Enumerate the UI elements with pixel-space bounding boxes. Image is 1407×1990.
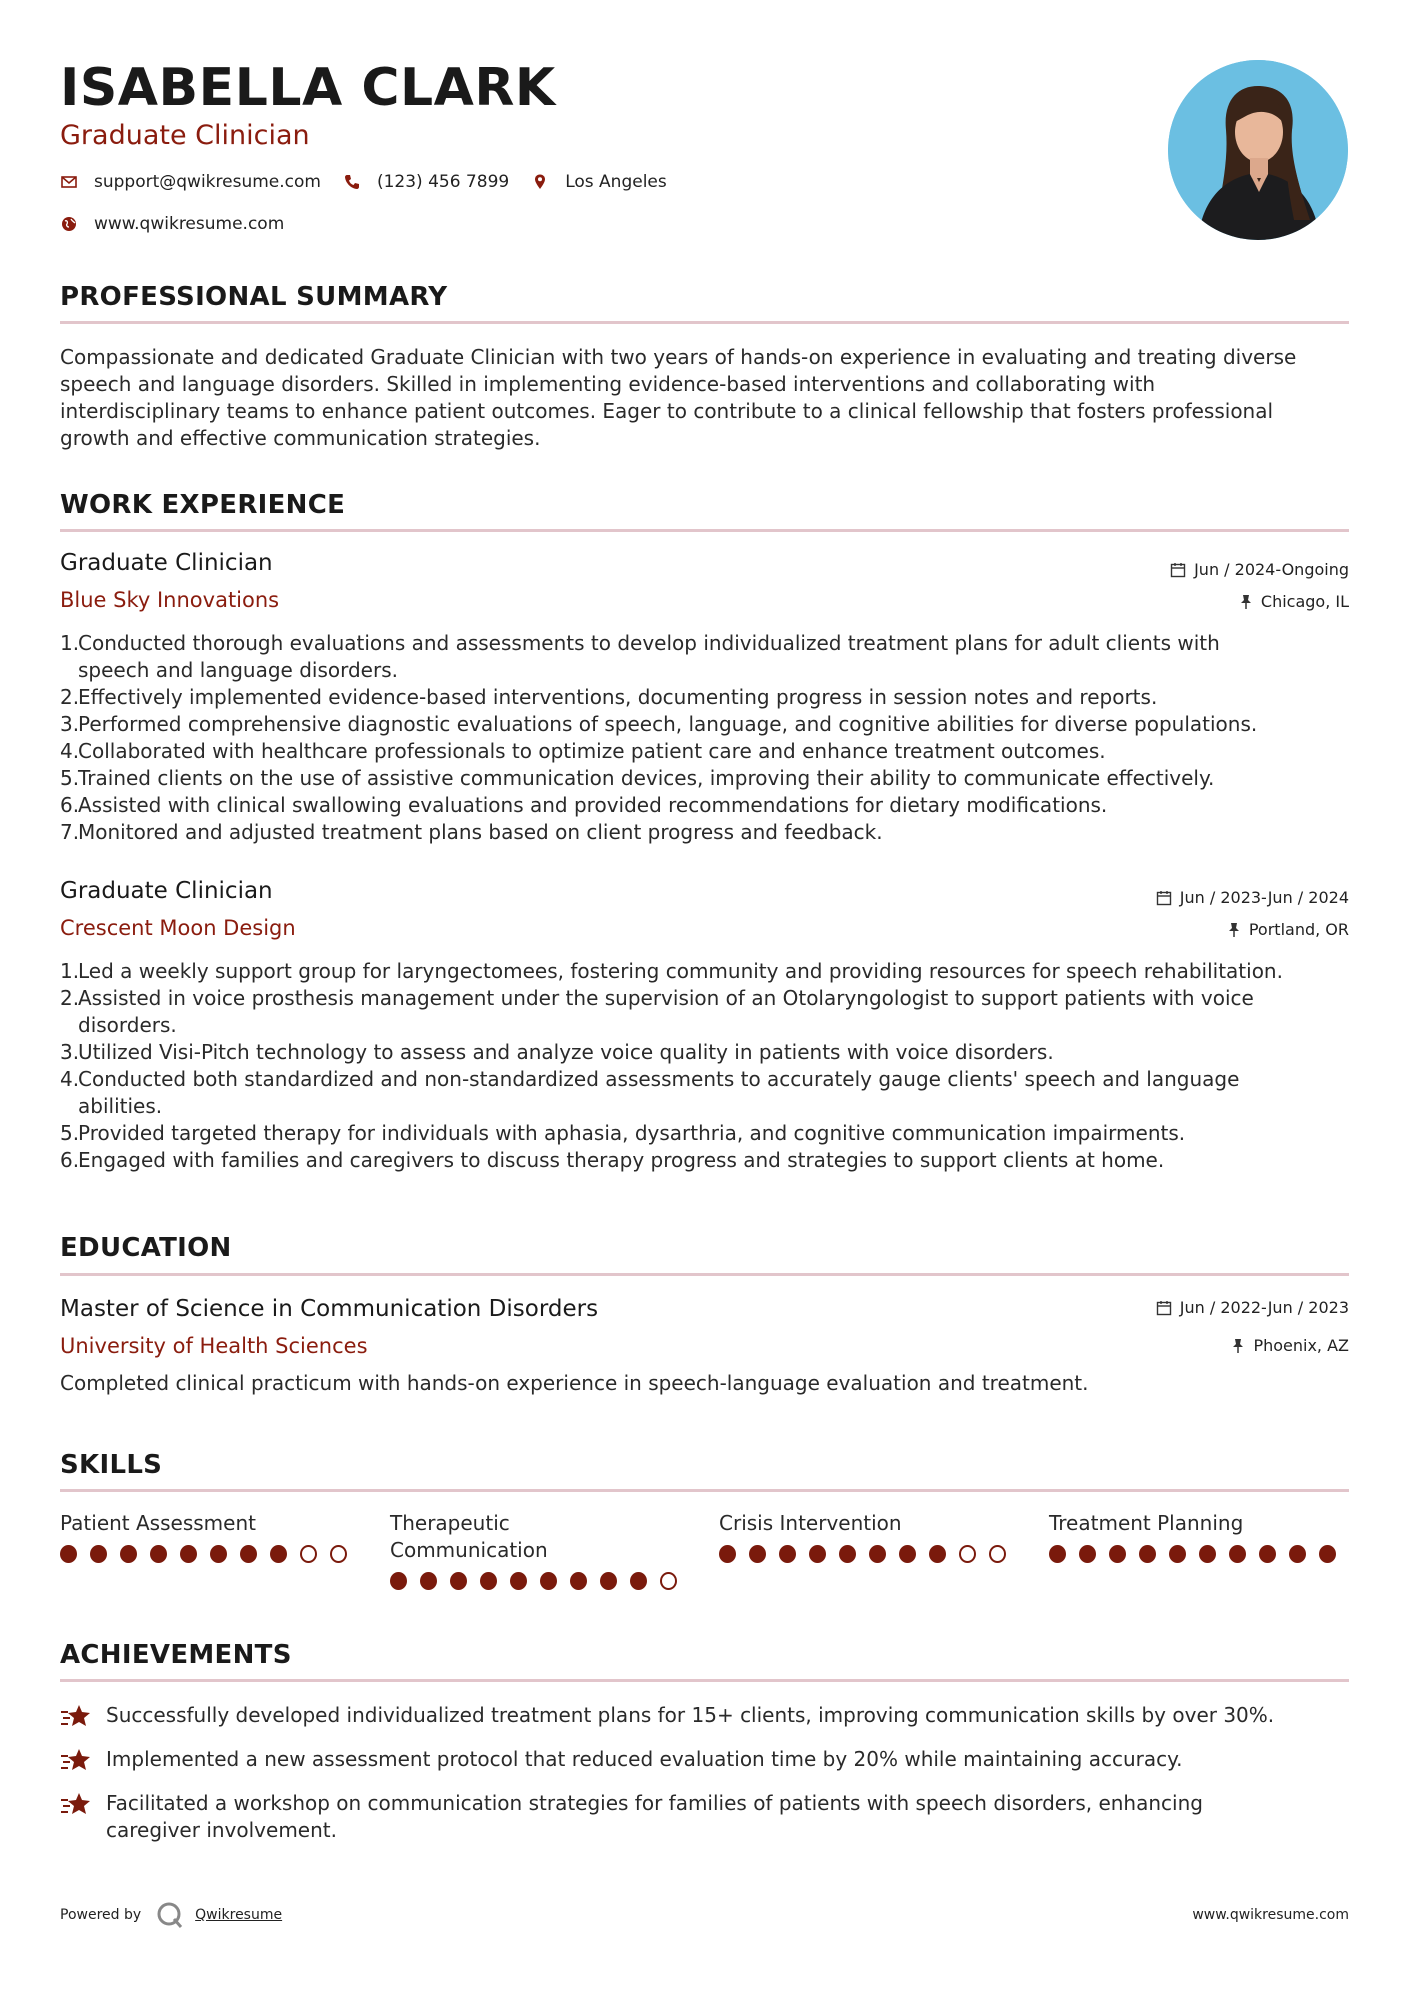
- skills-heading: SKILLS: [60, 1450, 163, 1480]
- contact-website[interactable]: [60, 214, 284, 234]
- education-divider: [60, 1273, 1349, 1276]
- contact-row-secondary: [60, 214, 306, 234]
- contact-location: [531, 172, 667, 192]
- contact-phone-text: (123) 456 7899: [376, 172, 510, 192]
- rating-dot-empty: [959, 1545, 976, 1563]
- globe-icon: [60, 215, 78, 233]
- pushpin-icon: [1227, 922, 1241, 938]
- rating-dot-filled: [510, 1572, 527, 1590]
- rating-dot-filled: [779, 1545, 796, 1563]
- rating-dot-filled: [929, 1545, 946, 1563]
- rating-dot-filled: [839, 1545, 856, 1563]
- skill-rating: [719, 1545, 1019, 1563]
- list-item: 5. Provided targeted therapy for individuals with aphasia, dysarthria, and cognitive communication impairments.: [60, 1121, 1186, 1145]
- rating-dot-filled: [90, 1545, 107, 1563]
- rating-dot-filled: [869, 1545, 886, 1563]
- rating-dot-filled: [1319, 1545, 1336, 1563]
- rating-dot-filled: [809, 1545, 826, 1563]
- rating-dot-filled: [1079, 1545, 1096, 1563]
- rating-dot-filled: [1199, 1545, 1216, 1563]
- star-award-icon: [60, 1702, 94, 1730]
- list-item: 4. Conducted both standardized and non-standardized assessments to accurately gauge clients' speech and language abilities.: [60, 1067, 1240, 1118]
- contact-location-text: Los Angeles: [565, 172, 667, 192]
- summary-line: speech and language disorders. Skilled in implementing evidence-based interventions and collaborating with: [60, 372, 1156, 396]
- skill-name: Patient Assessment: [60, 1511, 256, 1535]
- achievements-divider: [60, 1679, 1349, 1682]
- calendar-icon: [1156, 1300, 1172, 1316]
- rating-dot-filled: [450, 1572, 467, 1590]
- list-item: 5. Trained clients on the use of assistive communication devices, improving their ability to communicate effectively.: [60, 766, 1215, 790]
- brand-link[interactable]: Qwikresume: [195, 1907, 283, 1923]
- rating-dot-filled: [240, 1545, 257, 1563]
- rating-dot-filled: [1049, 1545, 1066, 1563]
- summary-heading: PROFESSIONAL SUMMARY: [60, 282, 448, 312]
- list-item: 6. Assisted with clinical swallowing evaluations and provided recommendations for dietary modifications.: [60, 793, 1108, 817]
- education-dates-text: Jun / 2022-Jun / 2023: [1179, 1298, 1349, 1317]
- job-1-location: [1239, 592, 1349, 611]
- achievement-item: [60, 1702, 1350, 1730]
- rating-dot-filled: [150, 1545, 167, 1563]
- education-description: Completed clinical practicum with hands-on experience in speech-language evaluation and treatment.: [60, 1371, 1089, 1395]
- skill-item: [390, 1510, 690, 1590]
- map-pin-icon: [531, 173, 549, 191]
- list-item: 6. Engaged with families and caregivers to discuss therapy progress and strategies to support clients at home.: [60, 1148, 1165, 1172]
- experience-heading: WORK EXPERIENCE: [60, 490, 346, 520]
- pushpin-icon: [1231, 1338, 1245, 1354]
- rating-dot-empty: [660, 1572, 677, 1590]
- skill-rating: [60, 1545, 360, 1563]
- achievement-item: [60, 1746, 1350, 1774]
- qwikresume-logo-icon: [155, 1900, 185, 1930]
- job-2-location: [1227, 920, 1349, 939]
- summary-line: Compassionate and dedicated Graduate Clinician with two years of hands-on experience in evaluating and treating diverse: [60, 345, 1297, 369]
- candidate-name: ISABELLA CLARK: [60, 58, 556, 118]
- pushpin-icon: [1239, 594, 1253, 610]
- rating-dot-filled: [1229, 1545, 1246, 1563]
- contact-phone[interactable]: [343, 172, 509, 192]
- education-location: [1231, 1336, 1349, 1355]
- profile-photo: [1168, 60, 1348, 240]
- contact-email[interactable]: [60, 172, 321, 192]
- skill-name: Therapeutic Communication: [390, 1511, 548, 1562]
- envelope-icon: [60, 173, 78, 191]
- achievement-item: [60, 1790, 1350, 1844]
- list-item: 2. Assisted in voice prosthesis management under the supervision of an Otolaryngologist to support patients with voice disorders.: [60, 986, 1254, 1037]
- job-2-location-text: Portland, OR: [1248, 920, 1349, 939]
- job-1-dates: [1170, 560, 1349, 579]
- rating-dot-filled: [540, 1572, 557, 1590]
- education-heading: EDUCATION: [60, 1233, 232, 1263]
- job-1-responsibilities: [60, 630, 1350, 846]
- rating-dot-empty: [330, 1545, 347, 1563]
- contact-email-text: support@qwikresume.com: [94, 172, 321, 192]
- summary-line: interdisciplinary teams to enhance patient outcomes. Eager to contribute to a clinical fellowship that fosters professional: [60, 399, 1274, 423]
- rating-dot-filled: [1169, 1545, 1186, 1563]
- job-1-dates-text: Jun / 2024-Ongoing: [1194, 560, 1349, 579]
- education-degree: Master of Science in Communication Disorders: [60, 1296, 599, 1322]
- job-2-dates: [1156, 888, 1349, 907]
- phone-icon: [343, 173, 361, 191]
- list-item: 3. Utilized Visi-Pitch technology to assess and analyze voice quality in patients with voice disorders.: [60, 1040, 1054, 1064]
- job-1-location-text: Chicago, IL: [1260, 592, 1349, 611]
- calendar-icon: [1156, 890, 1172, 906]
- job-2-company: Crescent Moon Design: [60, 916, 296, 940]
- experience-divider: [60, 529, 1349, 532]
- rating-dot-filled: [210, 1545, 227, 1563]
- rating-dot-filled: [60, 1545, 77, 1563]
- rating-dot-filled: [480, 1572, 497, 1590]
- profile-portrait-illustration: [1168, 60, 1348, 240]
- summary-text: [60, 344, 1350, 452]
- rating-dot-filled: [270, 1545, 287, 1563]
- rating-dot-filled: [1139, 1545, 1156, 1563]
- rating-dot-filled: [420, 1572, 437, 1590]
- achievement-text: Facilitated a workshop on communication strategies for families of patients with speech disorders, enhancing caregiver involvement.: [106, 1791, 1203, 1842]
- rating-dot-empty: [989, 1545, 1006, 1563]
- skills-divider: [60, 1489, 1349, 1492]
- job-1-title: Graduate Clinician: [60, 550, 273, 576]
- list-item: 7. Monitored and adjusted treatment plans based on client progress and feedback.: [60, 820, 883, 844]
- list-item: 3. Performed comprehensive diagnostic evaluations of speech, language, and cognitive abilities for diverse populations.: [60, 712, 1258, 736]
- candidate-title: Graduate Clinician: [60, 120, 310, 151]
- job-2-dates-text: Jun / 2023-Jun / 2024: [1179, 888, 1349, 907]
- skill-rating: [390, 1572, 690, 1590]
- rating-dot-filled: [630, 1572, 647, 1590]
- summary-divider: [60, 321, 1349, 324]
- list-item: 1. Led a weekly support group for laryngectomees, fostering community and providing resources for speech rehabilitation.: [60, 959, 1283, 983]
- rating-dot-filled: [1109, 1545, 1126, 1563]
- rating-dot-filled: [899, 1545, 916, 1563]
- rating-dot-empty: [300, 1545, 317, 1563]
- skill-item: [1049, 1510, 1349, 1563]
- rating-dot-filled: [120, 1545, 137, 1563]
- education-location-text: Phoenix, AZ: [1253, 1336, 1349, 1355]
- rating-dot-filled: [1259, 1545, 1276, 1563]
- list-item: 2. Effectively implemented evidence-based interventions, documenting progress in session notes and reports.: [60, 685, 1158, 709]
- calendar-icon: [1170, 562, 1186, 578]
- contact-row-primary: [60, 172, 689, 192]
- job-2-responsibilities: [60, 958, 1350, 1174]
- skill-item: [719, 1510, 1019, 1563]
- star-award-icon: [60, 1746, 94, 1774]
- contact-website-text: www.qwikresume.com: [94, 214, 285, 234]
- achievements-heading: ACHIEVEMENTS: [60, 1640, 292, 1670]
- rating-dot-filled: [600, 1572, 617, 1590]
- achievement-text: Successfully developed individualized treatment plans for 15+ clients, improving communication skills by over 30%.: [106, 1703, 1275, 1727]
- rating-dot-filled: [390, 1572, 407, 1590]
- footer-url[interactable]: www.qwikresume.com: [1192, 1907, 1349, 1923]
- list-item: 4. Collaborated with healthcare professionals to optimize patient care and enhance treatment outcomes.: [60, 739, 1106, 763]
- rating-dot-filled: [570, 1572, 587, 1590]
- skill-rating: [1049, 1545, 1349, 1563]
- job-1-company: Blue Sky Innovations: [60, 588, 280, 612]
- skill-item: [60, 1510, 360, 1563]
- job-2-title: Graduate Clinician: [60, 878, 273, 904]
- education-dates: [1156, 1298, 1349, 1317]
- star-award-icon: [60, 1790, 94, 1818]
- rating-dot-filled: [1289, 1545, 1306, 1563]
- rating-dot-filled: [719, 1545, 736, 1563]
- rating-dot-filled: [180, 1545, 197, 1563]
- rating-dot-filled: [749, 1545, 766, 1563]
- education-school: University of Health Sciences: [60, 1334, 368, 1358]
- footer-powered-by: [60, 1900, 282, 1930]
- summary-line: growth and effective communication strategies.: [60, 426, 541, 450]
- skill-name: Treatment Planning: [1049, 1511, 1244, 1535]
- list-item: 1. Conducted thorough evaluations and assessments to develop individualized treatment plans for adult clients with speech and language disorders.: [60, 631, 1220, 682]
- skill-name: Crisis Intervention: [719, 1511, 902, 1535]
- powered-by-label: Powered by: [60, 1907, 142, 1923]
- achievement-text: Implemented a new assessment protocol that reduced evaluation time by 20% while maintaining accuracy.: [106, 1747, 1183, 1771]
